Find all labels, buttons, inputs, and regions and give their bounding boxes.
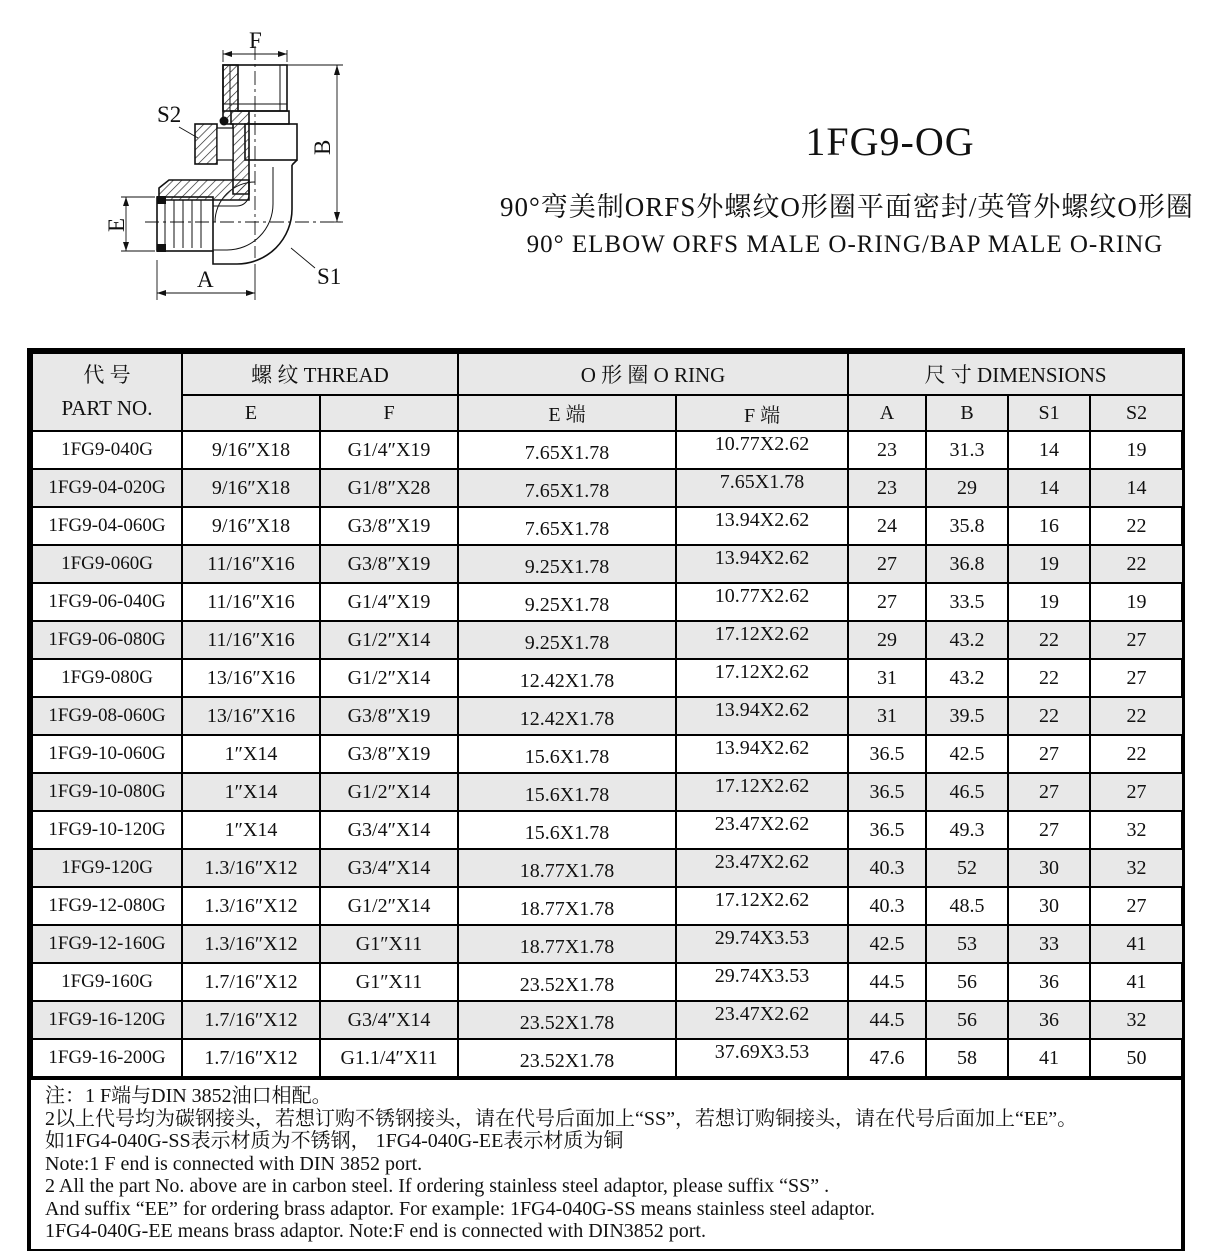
spec-cell: 23.52X1.78 (458, 963, 676, 1001)
o-ring-dot-top (157, 196, 166, 204)
part-no-cell: 1FG9-080G (32, 659, 182, 697)
col-header-e-end: E 端 (458, 395, 676, 431)
dim-label-s1: S1 (317, 264, 342, 289)
spec-cell: 19 (1008, 545, 1090, 583)
header-group-row (32, 353, 1183, 395)
spec-cell: 36.5 (848, 773, 926, 811)
o-ring-dot-bottom (157, 244, 166, 252)
hex-body (245, 124, 297, 160)
spec-cell: 1″X14 (182, 811, 320, 849)
part-no-cell: 1FG9-10-120G (32, 811, 182, 849)
table-row (32, 963, 1183, 1001)
part-no-cell: 1FG9-12-160G (32, 925, 182, 963)
spec-cell: 56 (926, 963, 1008, 1001)
table-row (32, 507, 1183, 545)
spec-cell: G3/8″X19 (320, 697, 458, 735)
spec-cell: 9.25X1.78 (458, 545, 676, 583)
spec-cell: 27 (1090, 773, 1183, 811)
spec-cell: G1/2″X14 (320, 773, 458, 811)
spec-cell: 36.5 (848, 735, 926, 773)
spec-cell: 47.6 (848, 1039, 926, 1077)
spec-table-body (32, 431, 1183, 1077)
spec-cell: 9/16″X18 (182, 507, 320, 545)
spec-cell: 29 (848, 621, 926, 659)
table-row (32, 621, 1183, 659)
table-row (32, 1039, 1183, 1077)
spec-cell: 29 (926, 469, 1008, 507)
spec-cell: 36.5 (848, 811, 926, 849)
spec-cell: G1″X11 (320, 925, 458, 963)
spec-cell: 33.5 (926, 583, 1008, 621)
spec-cell: 15.6X1.78 (458, 811, 676, 849)
spec-cell: 46.5 (926, 773, 1008, 811)
spec-cell: 36 (1008, 963, 1090, 1001)
spec-cell: 1″X14 (182, 735, 320, 773)
note-line: 1FG4-040G-EE means brass adaptor. Note:F end is connected with DIN3852 port. (45, 1220, 706, 1242)
col-header-part-cn: 代 号 (83, 363, 131, 388)
col-header-s2: S2 (1090, 395, 1183, 431)
spec-cell: 27 (1090, 659, 1183, 697)
spec-cell: 49.3 (926, 811, 1008, 849)
part-no-cell: 1FG9-040G (32, 431, 182, 469)
table-row (32, 811, 1183, 849)
spec-cell: 14 (1090, 469, 1183, 507)
part-no-cell: 1FG9-10-080G (32, 773, 182, 811)
spec-cell: 12.42X1.78 (458, 659, 676, 697)
col-header-part-en: PART NO. (61, 396, 153, 420)
spec-cell: G1.1/4″X11 (320, 1039, 458, 1077)
spec-cell: 33 (1008, 925, 1090, 963)
part-no-cell: 1FG9-12-080G (32, 887, 182, 925)
spec-cell: 41 (1008, 1039, 1090, 1077)
spec-cell: 32 (1090, 1001, 1183, 1039)
spec-cell: 42.5 (926, 735, 1008, 773)
spec-cell: 27 (848, 583, 926, 621)
spec-cell: 31 (848, 659, 926, 697)
table-row (32, 925, 1183, 963)
note-line: 注：1 F端与DIN 3852油口相配。 (45, 1085, 332, 1107)
spec-cell: 13.94X2.62 (676, 545, 848, 583)
spec-cell: G1/4″X19 (320, 431, 458, 469)
spec-cell: 9/16″X18 (182, 431, 320, 469)
spec-cell: 42.5 (848, 925, 926, 963)
part-no-cell: 1FG9-060G (32, 545, 182, 583)
spec-cell: 40.3 (848, 849, 926, 887)
col-group-oring: O 形 圈 O RING (458, 353, 848, 395)
spec-cell: 1.7/16″X12 (182, 1001, 320, 1039)
notes-block (31, 1078, 1181, 1249)
spec-cell: G1/2″X14 (320, 659, 458, 697)
dim-label-e: E (104, 217, 129, 232)
spec-cell: G1/4″X19 (320, 583, 458, 621)
spec-cell: 32 (1090, 849, 1183, 887)
spec-cell: 10.77X2.62 (676, 431, 848, 469)
spec-cell: 19 (1090, 583, 1183, 621)
spec-cell: 39.5 (926, 697, 1008, 735)
note-line: 2 All the part No. above are in carbon steel. If ordering stainless steel adaptor, please suffix “SS” . (45, 1175, 830, 1197)
col-header-b: B (926, 395, 1008, 431)
spec-cell: 19 (1090, 431, 1183, 469)
spec-cell: 1.3/16″X12 (182, 887, 320, 925)
spec-cell: 17.12X2.62 (676, 773, 848, 811)
spec-cell: G3/8″X19 (320, 545, 458, 583)
spec-cell: 58 (926, 1039, 1008, 1077)
spec-cell: 17.12X2.62 (676, 659, 848, 697)
spec-cell: 16 (1008, 507, 1090, 545)
subtitle-english: 90° ELBOW ORFS MALE O-RING/BAP MALE O-RING (526, 231, 1164, 258)
note-line: 2以上代号均为碳钢接头，若想订购不锈钢接头，请在代号后面加上“SS”，若想订购铜接头，请在代号后面加上“EE”。 (45, 1107, 1078, 1130)
dim-label-f: F (249, 28, 262, 53)
part-no-cell: 1FG9-160G (32, 963, 182, 1001)
spec-cell: 7.65X1.78 (458, 431, 676, 469)
part-no-cell: 1FG9-06-040G (32, 583, 182, 621)
table-row (32, 773, 1183, 811)
spec-cell: 1.3/16″X12 (182, 925, 320, 963)
spec-cell: 13.94X2.62 (676, 507, 848, 545)
spec-cell: 7.65X1.78 (458, 469, 676, 507)
spec-cell: 22 (1090, 545, 1183, 583)
spec-cell: 53 (926, 925, 1008, 963)
spec-cell: 43.2 (926, 621, 1008, 659)
spec-cell: G3/8″X19 (320, 507, 458, 545)
spec-cell: 1.7/16″X12 (182, 963, 320, 1001)
spec-cell: 9/16″X18 (182, 469, 320, 507)
spec-cell: 36.8 (926, 545, 1008, 583)
spec-cell: 41 (1090, 925, 1183, 963)
subtitle-chinese: 90°弯美制ORFS外螺纹O形圈平面密封/英管外螺纹O形圈 (500, 192, 1194, 222)
part-no-cell: 1FG9-120G (32, 849, 182, 887)
spec-cell: G3/4″X14 (320, 811, 458, 849)
spec-cell: 13/16″X16 (182, 659, 320, 697)
spec-cell: G1/8″X28 (320, 469, 458, 507)
spec-cell: 56 (926, 1001, 1008, 1039)
table-row (32, 1001, 1183, 1039)
spec-cell: 17.12X2.62 (676, 621, 848, 659)
spec-cell: 18.77X1.78 (458, 887, 676, 925)
spec-cell: 22 (1008, 621, 1090, 659)
spec-cell: 22 (1090, 697, 1183, 735)
note-line: Note:1 F end is connected with DIN 3852 port. (45, 1152, 423, 1175)
dim-label-s2: S2 (157, 102, 182, 127)
table-row (32, 849, 1183, 887)
spec-table-wrap (27, 348, 1185, 1251)
spec-cell: 13/16″X16 (182, 697, 320, 735)
spec-cell: 12.42X1.78 (458, 697, 676, 735)
spec-cell: 29.74X3.53 (676, 963, 848, 1001)
spec-cell: 30 (1008, 887, 1090, 925)
spec-cell: 1.7/16″X12 (182, 1039, 320, 1077)
table-row (32, 583, 1183, 621)
spec-cell: 9.25X1.78 (458, 621, 676, 659)
spec-cell: G3/4″X14 (320, 1001, 458, 1039)
col-header-a: A (848, 395, 926, 431)
part-no-cell: 1FG9-16-120G (32, 1001, 182, 1039)
table-row (32, 735, 1183, 773)
dim-label-b: B (310, 139, 335, 155)
part-no-cell: 1FG9-08-060G (32, 697, 182, 735)
table-row (32, 659, 1183, 697)
spec-cell: 52 (926, 849, 1008, 887)
part-no-cell: 1FG9-04-020G (32, 469, 182, 507)
spec-cell: G1″X11 (320, 963, 458, 1001)
spec-cell: 11/16″X16 (182, 583, 320, 621)
page-title: 1FG9-OG (805, 119, 975, 164)
spec-cell: 27 (1090, 621, 1183, 659)
spec-cell: 48.5 (926, 887, 1008, 925)
spec-cell: 1.3/16″X12 (182, 849, 320, 887)
table-row (32, 431, 1183, 469)
spec-cell: 23.47X2.62 (676, 849, 848, 887)
spec-cell: 35.8 (926, 507, 1008, 545)
col-header-f-end: F 端 (676, 395, 848, 431)
spec-cell: 29.74X3.53 (676, 925, 848, 963)
col-header-e: E (182, 395, 320, 431)
dim-label-a: A (197, 267, 214, 292)
note-line: And suffix “EE” for ordering brass adaptor. For example: 1FG4-040G-SS means stainless steel adaptor. (45, 1197, 876, 1220)
spec-cell: 44.5 (848, 963, 926, 1001)
spec-cell: 22 (1090, 507, 1183, 545)
spec-cell: G3/8″X19 (320, 735, 458, 773)
header-sub-row (32, 395, 1183, 431)
spec-cell: 7.65X1.78 (458, 507, 676, 545)
spec-cell: 13.94X2.62 (676, 697, 848, 735)
spec-cell: 27 (1008, 811, 1090, 849)
spec-table (31, 352, 1184, 1078)
spec-cell: 17.12X2.62 (676, 887, 848, 925)
table-row (32, 469, 1183, 507)
spec-cell: 23.52X1.78 (458, 1001, 676, 1039)
part-no-cell: 1FG9-04-060G (32, 507, 182, 545)
spec-cell: 15.6X1.78 (458, 735, 676, 773)
spec-cell: 27 (1090, 887, 1183, 925)
spec-cell: 10.77X2.62 (676, 583, 848, 621)
spec-cell: 23 (848, 469, 926, 507)
spec-cell: 22 (1008, 659, 1090, 697)
col-header-f: F (320, 395, 458, 431)
table-row (32, 697, 1183, 735)
spec-cell: 22 (1008, 697, 1090, 735)
spec-cell: 23.52X1.78 (458, 1039, 676, 1077)
spec-cell: 41 (1090, 963, 1183, 1001)
col-header-s1: S1 (1008, 395, 1090, 431)
spec-cell: 7.65X1.78 (676, 469, 848, 507)
spec-cell: 27 (1008, 735, 1090, 773)
spec-cell: 27 (1008, 773, 1090, 811)
spec-cell: 27 (848, 545, 926, 583)
table-row (32, 545, 1183, 583)
o-ring-seal-dot (220, 117, 229, 126)
spec-cell: 23.47X2.62 (676, 811, 848, 849)
spec-cell: 14 (1008, 431, 1090, 469)
spec-cell: 23.47X2.62 (676, 1001, 848, 1039)
spec-cell: 9.25X1.78 (458, 583, 676, 621)
spec-cell: 18.77X1.78 (458, 925, 676, 963)
col-header-part-no (32, 353, 182, 431)
s2-nut (195, 124, 217, 164)
spec-cell: G3/4″X14 (320, 849, 458, 887)
spec-cell: G1/2″X14 (320, 621, 458, 659)
spec-cell: 11/16″X16 (182, 621, 320, 659)
col-group-dimensions: 尺 寸 DIMENSIONS (848, 353, 1183, 395)
spec-cell: 32 (1090, 811, 1183, 849)
spec-cell: 44.5 (848, 1001, 926, 1039)
table-row (32, 887, 1183, 925)
spec-cell: 31 (848, 697, 926, 735)
spec-cell: 22 (1090, 735, 1183, 773)
spec-cell: 30 (1008, 849, 1090, 887)
spec-cell: 1″X14 (182, 773, 320, 811)
spec-cell: 11/16″X16 (182, 545, 320, 583)
spec-cell: 40.3 (848, 887, 926, 925)
spec-cell: 43.2 (926, 659, 1008, 697)
spec-cell: 37.69X3.53 (676, 1039, 848, 1077)
spec-cell: 24 (848, 507, 926, 545)
part-no-cell: 1FG9-06-080G (32, 621, 182, 659)
fitting-drawing-svg (95, 12, 425, 327)
fitting-drawing (95, 12, 425, 332)
part-no-cell: 1FG9-10-060G (32, 735, 182, 773)
spec-cell: 36 (1008, 1001, 1090, 1039)
title-block (500, 118, 1194, 259)
spec-cell: 18.77X1.78 (458, 849, 676, 887)
s1-leader (291, 248, 315, 268)
spec-cell: 50 (1090, 1039, 1183, 1077)
spec-cell: 31.3 (926, 431, 1008, 469)
spec-cell: 14 (1008, 469, 1090, 507)
col-group-thread: 螺 纹 THREAD (182, 353, 458, 395)
spec-cell: 13.94X2.62 (676, 735, 848, 773)
spec-cell: 15.6X1.78 (458, 773, 676, 811)
spec-cell: 19 (1008, 583, 1090, 621)
part-no-cell: 1FG9-16-200G (32, 1039, 182, 1077)
spec-cell: G1/2″X14 (320, 887, 458, 925)
note-line: 如1FG4-040G-SS表示材质为不锈钢， 1FG4-040G-EE表示材质为铜 (45, 1130, 624, 1152)
spec-cell: 23 (848, 431, 926, 469)
